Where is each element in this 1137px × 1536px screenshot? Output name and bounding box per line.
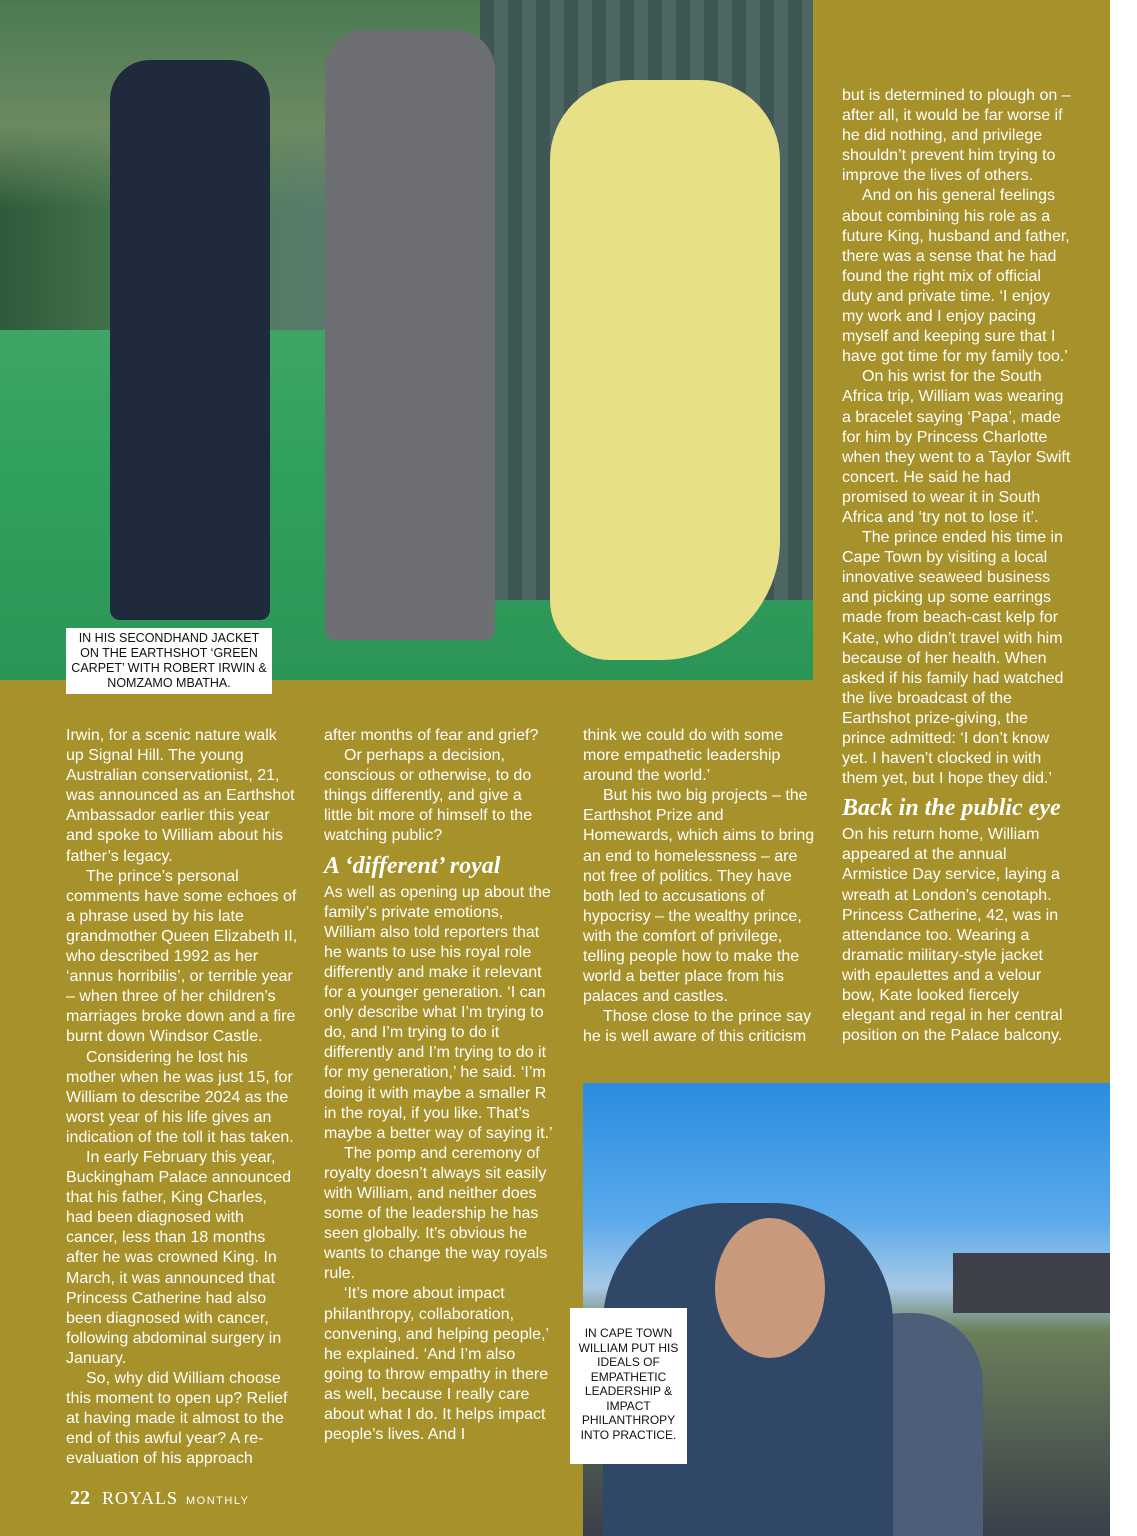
page-number: 22 — [70, 1487, 90, 1509]
paragraph: And on his general feelings about combining his role as a future King, husband and father, there was a sense that he had found the right mix of official duty and private time. ‘I enjoy my work and I enjoy pacing myself and keeping sure that I have got time for my family too.’ — [842, 187, 1070, 366]
photo-caption-bottom: IN CAPE TOWN WILLIAM PUT HIS IDEALS OF EMPATHETIC LEADERSHIP & IMPACT PHILANTHROPY INTO PRACTICE. — [570, 1308, 687, 1464]
paragraph: On his return home, William appeared at the annual Armistice Day service, laying a wreath at London’s cenotaph. Princess Catherine, 42, was in attendance too. Wearing a dramatic military-style jacket with epaulettes and a velour bow, Kate looked fiercely elegant and regal in her central position on the Palace balcony. — [842, 826, 1063, 1045]
paragraph: The prince’s personal comments have some echoes of a phrase used by his late grandmother Queen Elizabeth II, who described 1992 as her ‘annus horribilis’, or terrible year – when three of her children’s marriages broke down and a fire burnt down Windsor Castle. — [66, 867, 298, 1046]
paragraph: Those close to the prince say he is well aware of this criticism — [583, 1008, 812, 1046]
person-in-tuxedo — [110, 60, 270, 620]
text-column-1 — [66, 726, 298, 1469]
paragraph: ‘It’s more about impact philanthropy, collaboration, convening, and helping people,’ he explained. ‘And I’m also going to throw empathy in there as well, because I really care about what I do. It helps impact people’s lives. And I — [324, 1285, 549, 1444]
paragraph: The prince ended his time in Cape Town by visiting a local innovative seaweed business and picking up some earrings made from beach-cast kelp for Kate, who didn’t travel with him because of her health. When asked if his family had watched the live broadcast of the Earthshot prize-giving, the prince admitted: ‘I don’t know yet. I haven’t clocked in with them yet, but I hope they did.’ — [842, 529, 1064, 788]
page-footer — [70, 1487, 249, 1510]
paragraph: Irwin, for a scenic nature walk up Signal Hill. The young Australian conservationist, 21, was announced as an Earthshot Ambassador earlier this year and spoke to William about his father’s legacy. — [66, 727, 295, 865]
section-heading: A ‘different’ royal — [324, 852, 501, 879]
paragraph: Considering he lost his mother when he was just 15, for William to describe 2024 as the worst year of his life gives an indication of the toll it has taken. — [66, 1048, 294, 1146]
text-column-4 — [842, 86, 1074, 1046]
prince-head — [715, 1218, 825, 1358]
green-carpet-photo — [0, 0, 813, 680]
paragraph: Or perhaps a decision, conscious or otherwise, to do things differently, and give a little bit more of himself to the watching public? — [324, 747, 533, 845]
text-column-2 — [324, 726, 554, 1445]
pier-structure — [953, 1253, 1110, 1313]
paragraph: So, why did William choose this moment to open up? Relief at having made it almost to the end of this awful year? A re-evaluation of his approach — [66, 1370, 288, 1468]
paragraph: after months of fear and grief? — [324, 727, 539, 744]
issue-label: MONTHLY — [186, 1495, 250, 1507]
paragraph: The pomp and ceremony of royalty doesn’t always sit easily with William, and neither does some of the leadership he has seen globally. It’s obvious he wants to change the way royals rule. — [324, 1144, 548, 1283]
publication-name: ROYALS — [102, 1488, 179, 1508]
paragraph: On his wrist for the South Africa trip, William was wearing a bracelet saying ‘Papa’, made for him by Princess Charlotte when they went to a Taylor Swift concert. He said he had promised to wear it in South Africa and ‘try not to lose it’. — [842, 368, 1071, 526]
paragraph: think we could do with some more empathetic leadership around the world.’ — [583, 727, 784, 785]
person-in-yellow-gown — [550, 80, 780, 660]
paragraph: But his two big projects – the Earthshot Prize and Homewards, which aims to bring an end to homelessness – are not free of politics. They have both led to accusations of hypocrisy – the wealthy prince, with the comfort of privilege, telling people how to make the world a better place from his palaces and castles. — [583, 787, 815, 1006]
section-heading: Back in the public eye — [842, 795, 1061, 822]
paragraph: but is determined to plough on – after all, it would be far worse if he did nothing, and privilege shouldn’t prevent him trying to improve the lives of others. — [842, 87, 1071, 185]
photo-caption-top: IN HIS SECONDHAND JACKET ON THE EARTHSHOT ‘GREEN CARPET’ WITH ROBERT IRWIN & NOMZAMO MBATHA. — [66, 628, 272, 694]
paragraph: As well as opening up about the family’s private emotions, William also told reporters that he wants to use his royal role differently and make it relevant for a younger generation. ‘I can only describe what I’m trying to do, and I’m trying to do it differently and I’m trying to do it for my generation,’ he said. ‘I’m doing it with maybe a smaller R in the royal, if you like. That’s maybe a better way of saying it.’ — [324, 883, 553, 1142]
page-edge — [1110, 0, 1137, 1536]
paragraph: In early February this year, Buckingham Palace announced that his father, King Charles, had been diagnosed with cancer, less than 18 months after he was crowned King. In March, it was announced that Princess Catherine had also been diagnosed with cancer, following abdominal surgery in January. — [66, 1148, 292, 1367]
text-column-3 — [583, 726, 815, 1048]
person-in-grey-jacket — [325, 30, 495, 640]
